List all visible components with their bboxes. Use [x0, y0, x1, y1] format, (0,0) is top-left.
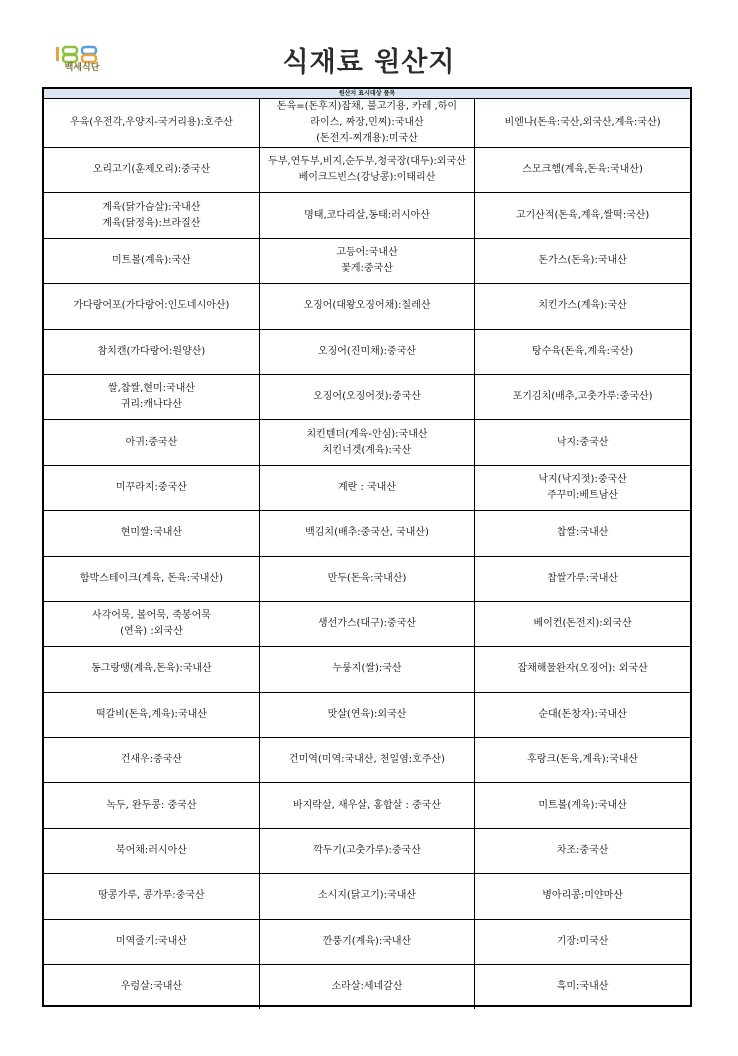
cell-text: 사각어묵, 볼어묵, 죽봉어묵: [91, 610, 211, 622]
cell-text: 비엔나(돈육:국산,외국산,계육:국산): [504, 117, 661, 128]
cell-text: 명태,코다리살,동태:러시아산: [304, 209, 430, 221]
cell-text: 녹두, 완두콩: 중국산: [106, 799, 197, 811]
table-row: [44, 874, 690, 919]
table-cell: [259, 238, 474, 283]
table-subheader: 원산지 표시대상 품목: [44, 89, 690, 99]
cell-text: 치킨텐더(계육-안심):국내산: [306, 428, 428, 440]
cell-text: (돈전지-찌개용):미국산: [316, 133, 418, 144]
cell-text: 만두(돈육:국내산): [327, 572, 407, 584]
table-cell: [259, 601, 474, 646]
table-cell: [44, 465, 259, 510]
table-row: [44, 919, 690, 964]
cell-text: 찹쌀:국내산: [556, 527, 609, 539]
table-cell: [44, 601, 259, 646]
table-row: [44, 601, 690, 646]
table-cell: [259, 284, 474, 329]
table-cell: [259, 874, 474, 919]
table-cell: [44, 692, 259, 737]
table-cell: [44, 420, 259, 465]
table-cell: [44, 874, 259, 919]
table-row: [44, 738, 690, 783]
cell-text: 고기산적(돈육,계육,쌀떡:국산): [515, 209, 650, 221]
table-cell: [259, 465, 474, 510]
cell-text: 고등어:국내산: [336, 246, 398, 258]
table-row: [44, 465, 690, 510]
cell-text: 동그랑땡(계육,돈육):국내산: [91, 663, 212, 675]
table-row: [44, 965, 690, 1010]
cell-text: 참치캔(가다랑어:원양산): [97, 345, 206, 357]
table-cell: [44, 556, 259, 601]
table-cell: [259, 374, 474, 419]
cell-text: 낙지(낙지젓):중국산: [538, 473, 627, 485]
table-cell: [475, 874, 690, 919]
table-cell: [259, 148, 474, 193]
cell-text: 계육(닭정육):브라질산: [102, 217, 201, 229]
table-cell: [475, 828, 690, 873]
table-row: [44, 828, 690, 873]
logo-text: 백세식단: [64, 63, 100, 73]
cell-text: 스모크햄(계육,돈육:국내산): [522, 164, 643, 176]
table-cell: [475, 99, 690, 148]
cell-text: 함박스테이크(계육, 돈육:국내산): [79, 572, 223, 584]
table-row: [44, 193, 690, 238]
table-cell: [44, 284, 259, 329]
cell-text: 베이크드빈스(강낭콩):이태리산: [298, 172, 436, 184]
table-row: [44, 692, 690, 737]
cell-text: 오징어(오징어젓):중국산: [313, 391, 421, 403]
table-cell: [259, 329, 474, 374]
cell-text: 우육(우전각,우양지-국거리용):호주산: [69, 117, 233, 128]
table-cell: [259, 99, 474, 148]
cell-text: 깐풍기(계육):국내산: [322, 935, 412, 947]
cell-text: 오징어(대왕오징어채):칠레산: [303, 300, 431, 312]
cell-text: 떡갈비(돈육,계육):국내산: [95, 708, 207, 720]
table-cell: [44, 99, 259, 148]
cell-text: 주꾸미:베트남산: [547, 489, 619, 501]
cell-text: 돈가스(돈육):국내산: [538, 254, 627, 266]
cell-text: 미트볼(계육):국산: [112, 254, 191, 266]
table-cell: [475, 647, 690, 692]
table-cell: [475, 601, 690, 646]
table-cell: [44, 828, 259, 873]
table-cell: [44, 238, 259, 283]
cell-text: 치킨너겟(계육):국산: [322, 444, 412, 456]
table-cell: [259, 193, 474, 238]
cell-text: 베이컨(돈전지):외국산: [533, 618, 632, 630]
cell-text: 바지락살, 새우살, 홍합살 : 중국산: [292, 799, 441, 811]
table-cell: [259, 556, 474, 601]
table-cell: [475, 465, 690, 510]
table-cell: [44, 738, 259, 783]
table-cell: [44, 647, 259, 692]
cell-text: 낙지:중국산: [556, 436, 609, 448]
table-cell: [475, 284, 690, 329]
table-cell: [44, 511, 259, 556]
table-row: [44, 238, 690, 283]
table-row: [44, 511, 690, 556]
cell-text: 라이스, 짜장,민찌):국내산: [310, 117, 424, 128]
table-cell: [475, 556, 690, 601]
table-row: [44, 374, 690, 419]
table-cell: [475, 329, 690, 374]
cell-text: 쌀,찹쌀,현미:국내산: [107, 383, 195, 395]
cell-text: 맛살(연육):외국산: [327, 708, 407, 720]
table-cell: [44, 783, 259, 828]
cell-text: 포기김치(배추,고춧가루:중국산): [512, 391, 653, 403]
cell-text: 귀리:캐나다산: [120, 399, 183, 411]
cell-text: 백김치(배추:중국산, 국내산): [305, 527, 429, 539]
page-title: 식재료 원산지: [282, 47, 456, 78]
table-cell: [259, 965, 474, 1010]
table-row: [44, 647, 690, 692]
cell-text: 돈육=(돈후지)잡채, 불고기용, 카레 ,하이: [276, 101, 458, 112]
cell-text: 병아리콩:미얀마산: [542, 890, 623, 902]
table-cell: [259, 647, 474, 692]
table-cell: [475, 692, 690, 737]
table-cell: [259, 783, 474, 828]
table-cell: [475, 511, 690, 556]
table-cell: [475, 193, 690, 238]
table-cell: [475, 420, 690, 465]
cell-text: 현미쌀:국내산: [120, 527, 183, 539]
table-cell: [259, 420, 474, 465]
cell-text: 차조:중국산: [556, 845, 609, 857]
cell-text: 기장:미국산: [556, 935, 609, 947]
table-cell: [475, 374, 690, 419]
origin-table: [44, 99, 690, 1009]
cell-text: 치킨가스(계육):국산: [538, 300, 627, 312]
table-row: [44, 556, 690, 601]
table-cell: [44, 919, 259, 964]
table-cell: [44, 148, 259, 193]
cell-text: 두부,연두부,비지,순두부,청국장(대두):외국산: [268, 156, 466, 168]
cell-text: 가다랑어포(가다랑어:인도네시아산): [73, 300, 230, 312]
cell-text: 누룽지(쌀):국산: [332, 663, 402, 675]
table-cell: [259, 919, 474, 964]
table-row: [44, 148, 690, 193]
table-cell: [475, 965, 690, 1010]
table-cell: [475, 148, 690, 193]
cell-text: 아귀:중국산: [125, 436, 178, 448]
table-cell: [259, 738, 474, 783]
cell-text: 소시지(닭고기):국내산: [317, 890, 417, 902]
cell-text: 미꾸라지:중국산: [115, 481, 187, 493]
cell-text: 흑미:국내산: [556, 981, 609, 993]
table-cell: [259, 828, 474, 873]
table-row: [44, 329, 690, 374]
table-cell: [44, 374, 259, 419]
cell-text: 찹쌀가루:국내산: [547, 572, 619, 584]
cell-text: 미트볼(계육):국내산: [538, 799, 627, 811]
cell-text: 건새우:중국산: [120, 754, 183, 766]
cell-text: 탕수육(돈육,계육:국산): [531, 345, 634, 357]
cell-text: 오리고기(훈제오리):중국산: [92, 164, 211, 176]
table-cell: [475, 919, 690, 964]
table-cell: [44, 329, 259, 374]
table-cell: [44, 965, 259, 1010]
table-row: [44, 783, 690, 828]
cell-text: 소라살:세네갈산: [331, 981, 403, 993]
table-row: [44, 420, 690, 465]
cell-text: 잡채해물완자(오징어): 외국산: [517, 663, 648, 675]
cell-text: 오징어(진미채):중국산: [317, 345, 417, 357]
cell-text: 건미역(미역:국내산, 천일염:호주산): [288, 754, 446, 766]
cell-text: 북어채:러시아산: [115, 845, 187, 857]
table-row: [44, 99, 690, 148]
cell-text: (연육) :외국산: [120, 626, 183, 638]
table-cell: [259, 692, 474, 737]
origin-table-sheet: [42, 87, 692, 1007]
cell-text: 생선가스(대구):중국산: [317, 618, 417, 630]
table-cell: [475, 738, 690, 783]
cell-text: 미역줄기:국내산: [115, 935, 187, 947]
table-cell: [44, 193, 259, 238]
cell-text: 후랑크(돈육,계육):국내산: [527, 754, 639, 766]
cell-text: 계란 : 국내산: [337, 481, 396, 493]
table-cell: [475, 238, 690, 283]
cell-text: 계육(닭가슴살):국내산: [102, 201, 201, 213]
cell-text: 꽃게:중국산: [341, 262, 393, 274]
cell-text: 땅콩가루, 콩가루:중국산: [98, 890, 205, 902]
cell-text: 깍두기(고춧가루):중국산: [313, 845, 421, 857]
table-row: [44, 284, 690, 329]
cell-text: 순대(돈창자):국내산: [538, 708, 627, 720]
cell-text: 우렁살:국내산: [120, 981, 183, 993]
table-cell: [259, 511, 474, 556]
table-cell: [475, 783, 690, 828]
